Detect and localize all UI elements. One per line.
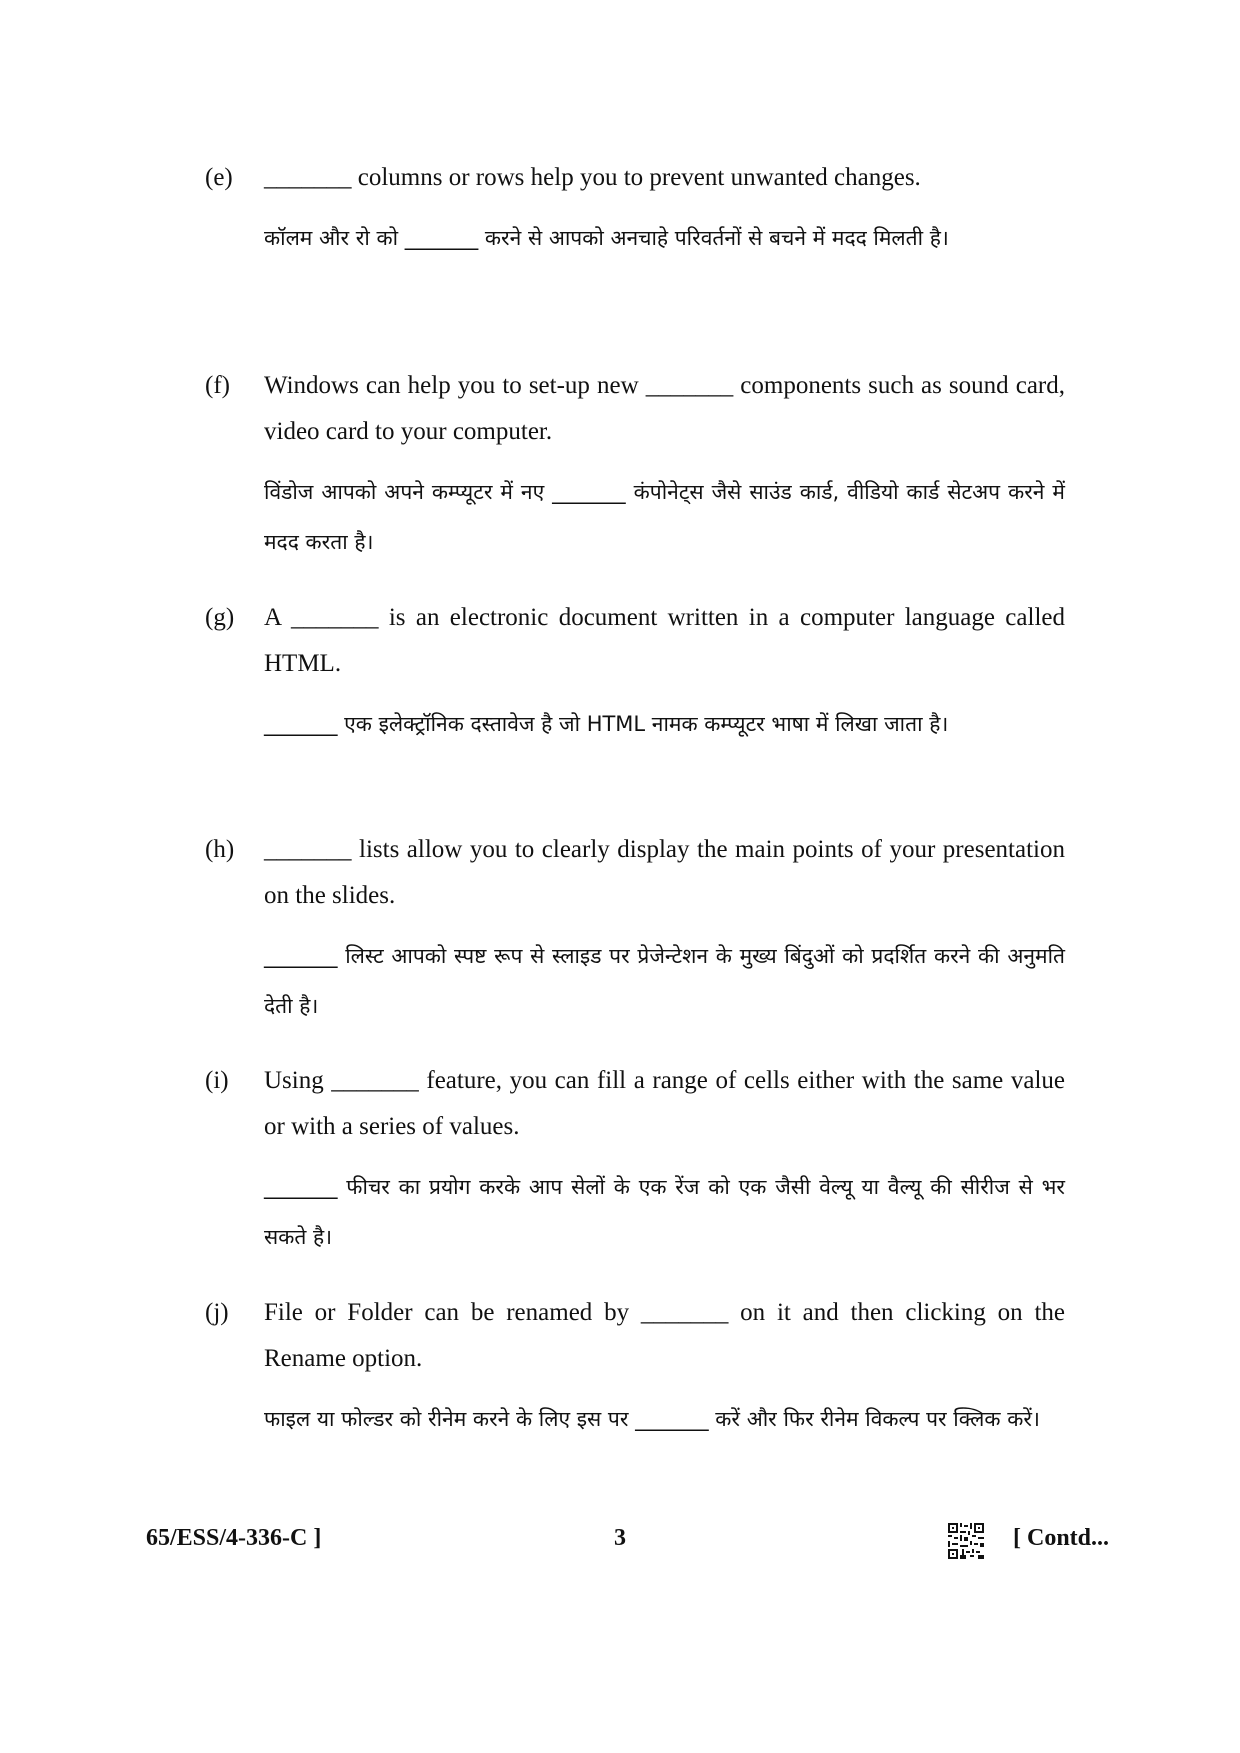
question-text-hindi: _______ लिस्ट आपको स्पष्ट रूप से स्लाइड पर प्रेजेन्टेशन के मुख्य बिंदुओं को प्रदर्शित करने की अनुमति देती है।: [264, 944, 1065, 1018]
question-i: [205, 1058, 1065, 1262]
question-body: [264, 155, 1065, 263]
question-h: [205, 827, 1065, 1031]
question-label: (h): [205, 836, 235, 863]
question-text-english: _______ lists allow you to clearly display the main points of your presentation on the slides.: [264, 836, 1065, 909]
question-text-hindi: _______ फीचर का प्रयोग करके आप सेलों के एक रेंज को एक जैसी वेल्यू या वैल्यू की सीरीज से भर सकते है।: [264, 1175, 1065, 1249]
question-f: [205, 363, 1065, 567]
qr-code-icon: [948, 1523, 984, 1559]
question-label: (i): [205, 1067, 229, 1094]
question-body: [264, 363, 1065, 567]
question-j: [205, 1290, 1065, 1444]
question-label: (j): [205, 1299, 229, 1326]
continued-marker: [ Contd...: [1013, 1525, 1110, 1551]
question-text-hindi: _______ एक इलेक्ट्रॉनिक दस्तावेज है जो HTML नामक कम्प्यूटर भाषा में लिखा जाता है।: [264, 712, 949, 736]
question-text-english: A _______ is an electronic document written in a computer language called HTML.: [264, 604, 1065, 677]
question-text-english: File or Folder can be renamed by _______ on it and then clicking on the Rename option.: [264, 1299, 1065, 1372]
question-text-english: Using _______ feature, you can fill a range of cells either with the same value or with a series of values.: [264, 1067, 1065, 1140]
question-label: (f): [205, 372, 230, 399]
question-label: (g): [205, 604, 235, 631]
question-text-english: _______ columns or rows help you to prevent unwanted changes.: [264, 164, 921, 191]
page-footer: [0, 1525, 1240, 1565]
question-body: [264, 595, 1065, 749]
question-label: (e): [205, 164, 233, 191]
question-body: [264, 1290, 1065, 1444]
question-g: [205, 595, 1065, 749]
page-number: 3: [614, 1525, 626, 1551]
question-e: [205, 155, 1065, 263]
question-body: [264, 1058, 1065, 1262]
question-text-hindi: विंडोज आपको अपने कम्प्यूटर में नए _______ कंपोनेट्स जैसे साउंड कार्ड, वीडियो कार्ड सेटअप करने में मदद करता है।: [264, 480, 1065, 554]
paper-code: 65/ESS/4-336-C ]: [146, 1525, 322, 1551]
question-text-english: Windows can help you to set-up new _______ components such as sound card, video card to your computer.: [264, 372, 1065, 445]
question-body: [264, 827, 1065, 1031]
question-text-hindi: कॉलम और रो को _______ करने से आपको अनचाहे परिवर्तनों से बचने में मदद मिलती है।: [264, 226, 949, 250]
question-text-hindi: फाइल या फोल्डर को रीनेम करने के लिए इस पर _______ करें और फिर रीनेम विकल्प पर क्लिक करें।: [264, 1407, 1040, 1431]
